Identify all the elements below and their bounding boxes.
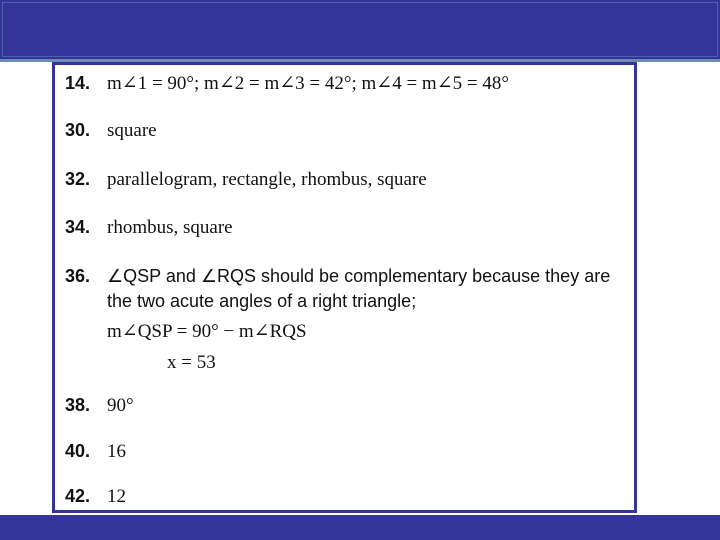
- answer-text: 16: [107, 441, 126, 462]
- answer-number: 42.: [65, 486, 91, 506]
- answer-36-equation-2: x = 53: [167, 352, 216, 373]
- answer-36-line-2: the two acute angles of a right triangle;: [107, 291, 417, 311]
- answer-number: 32.: [65, 169, 91, 189]
- answer-number: 14.: [65, 73, 91, 93]
- answer-text: parallelogram, rectangle, rhombus, square: [107, 169, 427, 190]
- answer-text: square: [107, 120, 157, 141]
- answer-text: m∠1 = 90°; m∠2 = m∠3 = 42°; m∠4 = m∠5 = 48°: [107, 73, 509, 94]
- answer-key-box: [52, 62, 637, 513]
- answer-number: 38.: [65, 395, 91, 415]
- answer-36-equation-1: m∠QSP = 90° − m∠RQS: [107, 321, 307, 342]
- header-band-inner: [2, 2, 718, 57]
- answer-text: rhombus, square: [107, 217, 233, 238]
- answer-number: 34.: [65, 217, 91, 237]
- answer-text: 90°: [107, 395, 134, 416]
- header-band: [0, 0, 720, 62]
- answer-number: 40.: [65, 441, 91, 461]
- answer-text: 12: [107, 486, 126, 507]
- answer-number: 36.: [65, 266, 91, 286]
- footer-band: [0, 515, 720, 540]
- answer-number: 30.: [65, 120, 91, 140]
- answer-36-line-1: ∠QSP and ∠RQS should be complementary because they are: [107, 266, 611, 286]
